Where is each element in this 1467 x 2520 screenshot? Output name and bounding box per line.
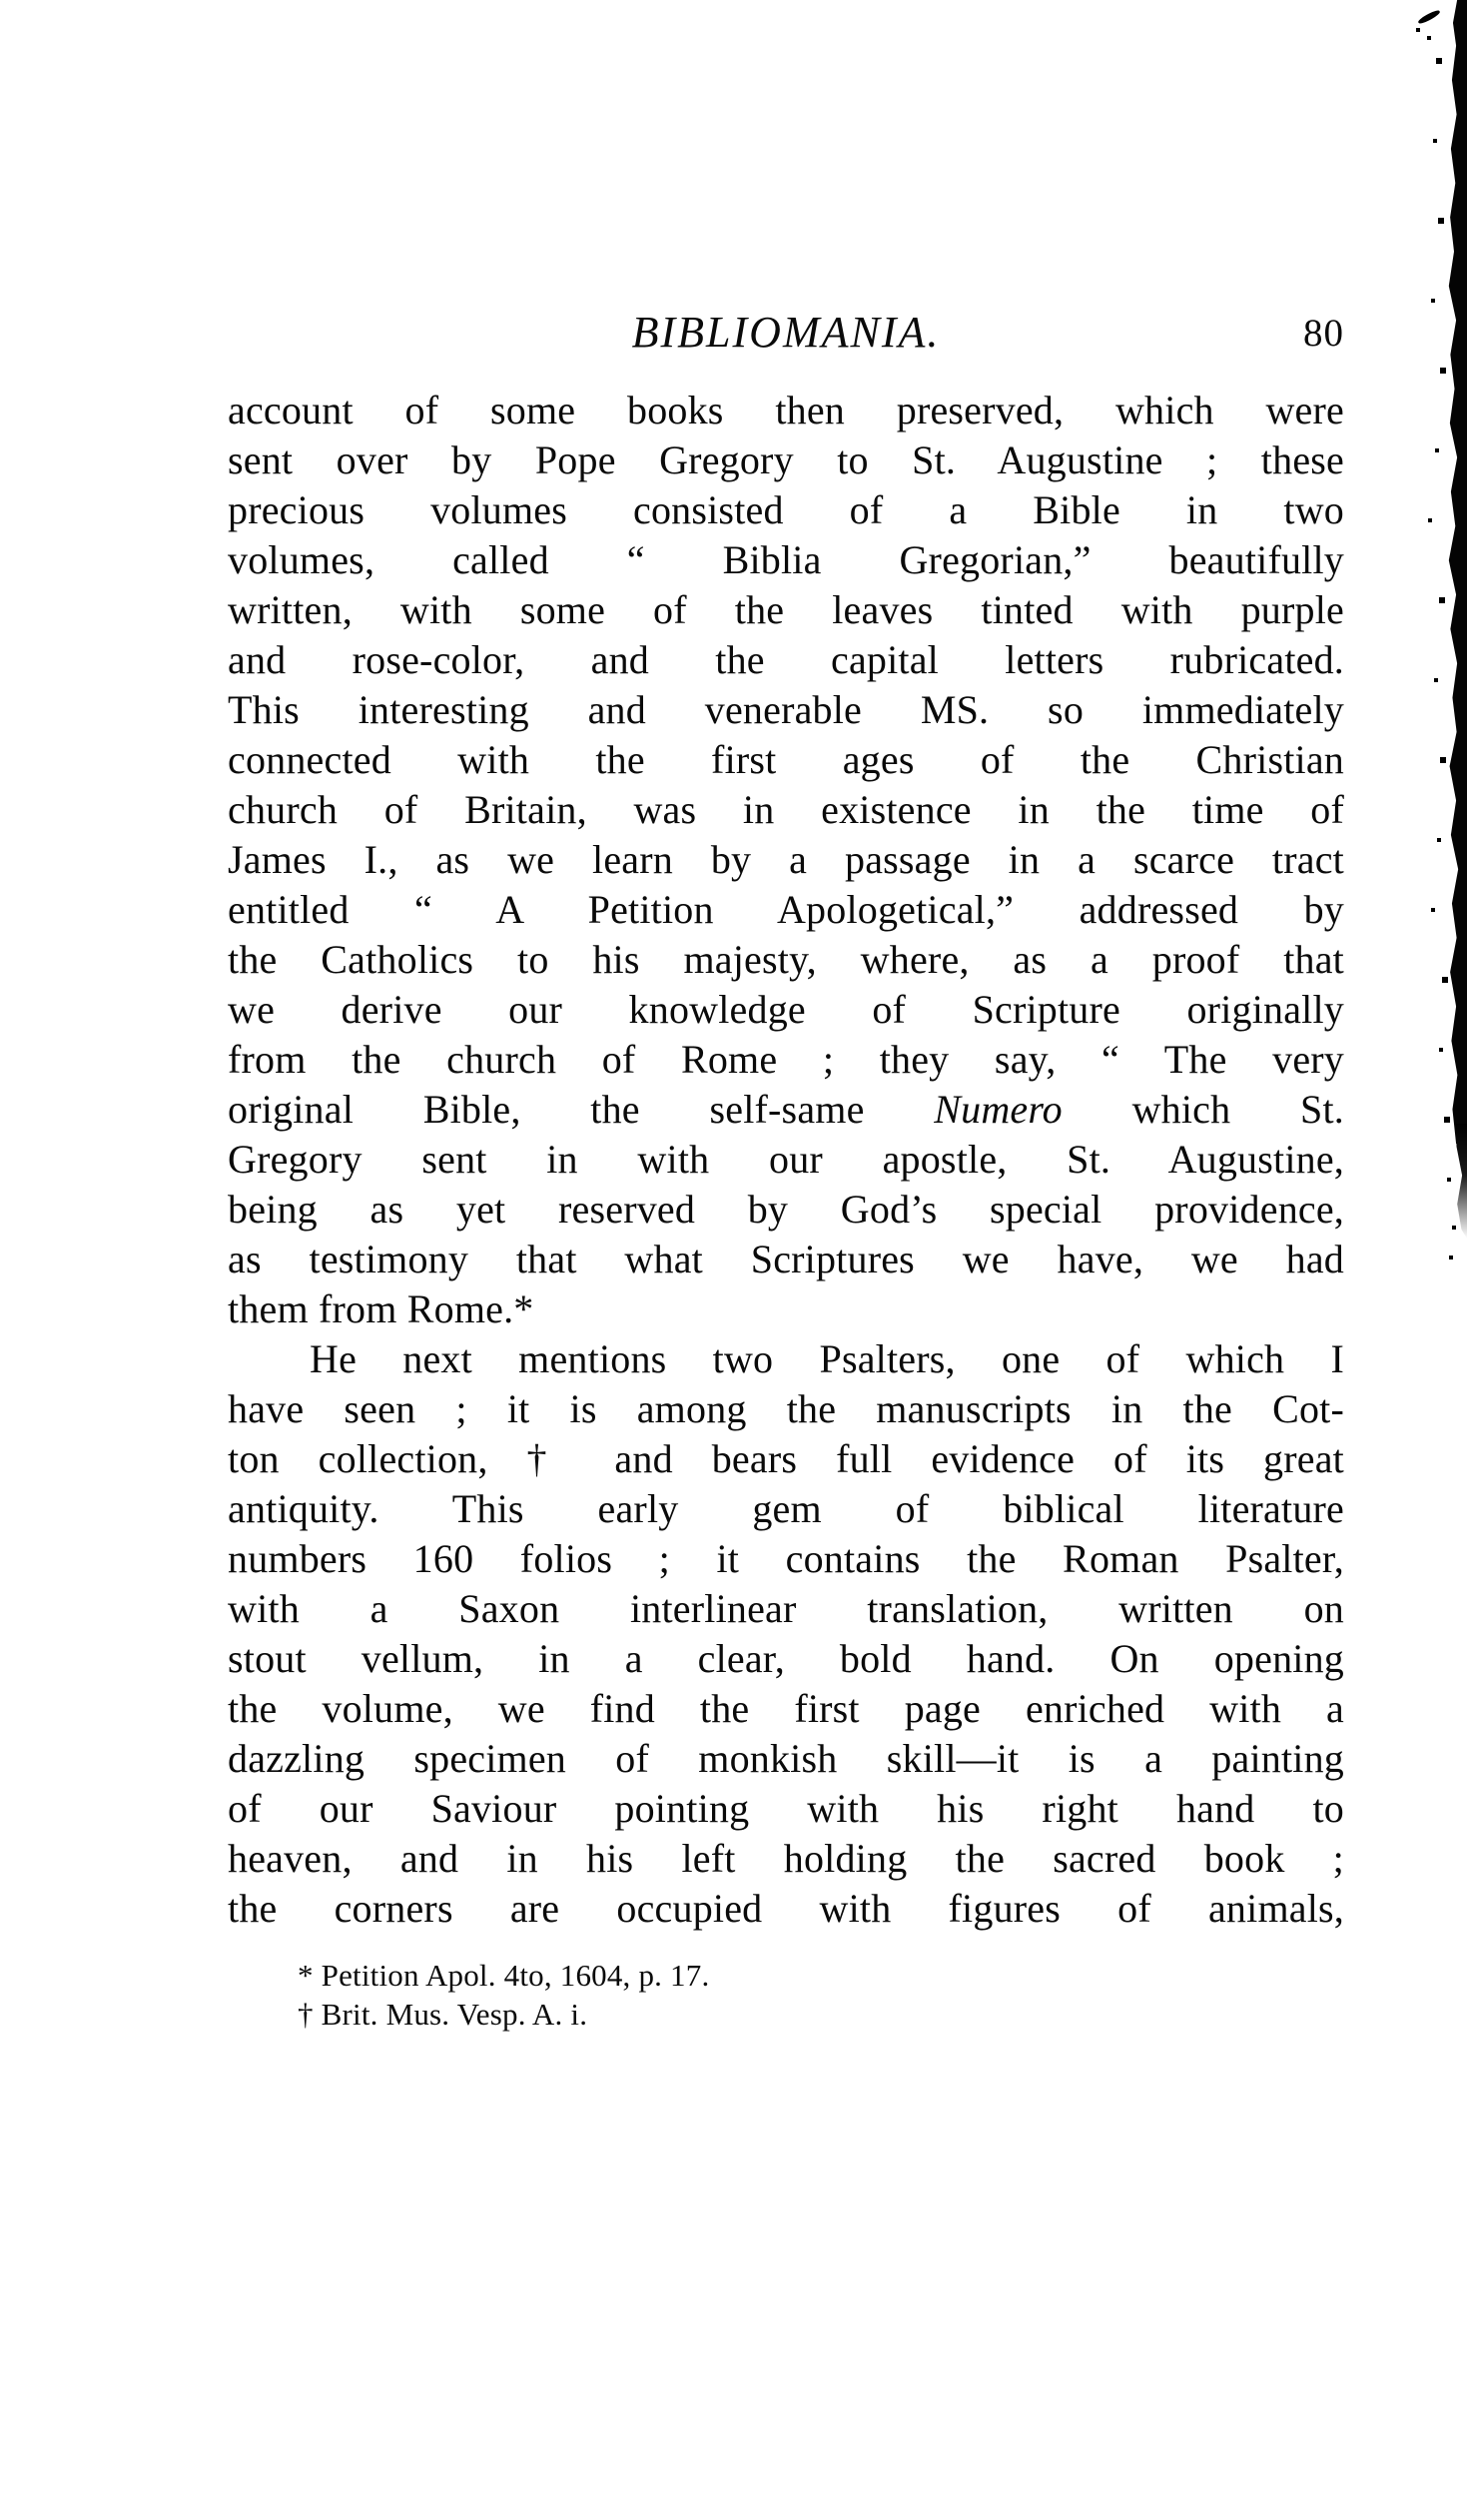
text-line: church of Britain, was in existence in the time of (228, 787, 1344, 832)
text-line: volumes, called “ Biblia Gregorian,” beautifully (228, 537, 1344, 582)
page-header (228, 306, 1344, 360)
text-line-paragraph-end: them from Rome.* (228, 1286, 534, 1331)
text-line: heaven, and in his left holding the sacred book ; (228, 1836, 1344, 1881)
text-line: written, with some of the leaves tinted with purple (228, 587, 1344, 632)
body-text (228, 386, 1344, 1934)
scan-edge-band-fade-artifact (1453, 1124, 1467, 1239)
footnote-line: † Brit. Mus. Vesp. A. i. (298, 1997, 588, 2032)
text-line: from the church of Rome ; they say, “ The very (228, 1037, 1344, 1082)
text-line: as testimony that what Scriptures we have, we had (228, 1237, 1344, 1281)
text-line: sent over by Pope Gregory to St. Augustine ; these (228, 437, 1344, 482)
footnote-line: * Petition Apol. 4to, 1604, p. 17. (298, 1958, 710, 1993)
running-title: BIBLIOMANIA. (631, 308, 941, 357)
text-line: numbers 160 folios ; it contains the Roman Psalter, (228, 1536, 1344, 1581)
italic-text-segment: Numero (934, 1087, 1063, 1132)
text-line: of our Saviour pointing with his right hand to (228, 1786, 1344, 1831)
text-line: we derive our knowledge of Scripture originally (228, 987, 1344, 1032)
text-line: stout vellum, in a clear, bold hand. On opening (228, 1636, 1344, 1681)
text-line (228, 1085, 1344, 1135)
scan-edge-band-artifact (1441, 0, 1467, 1144)
text-line: account of some books then preserved, which were (228, 388, 1344, 432)
text-line: ton collection, † and bears full evidence of its great (228, 1436, 1344, 1481)
text-line: connected with the first ages of the Christian (228, 737, 1344, 782)
text-line: precious volumes consisted of a Bible in two (228, 487, 1344, 532)
text-line: the volume, we find the first page enriched with a (228, 1686, 1344, 1731)
text-line: the corners are occupied with figures of animals, (228, 1886, 1344, 1931)
page-number: 80 (1303, 312, 1344, 355)
text-line: with a Saxon interlinear translation, written on (228, 1586, 1344, 1631)
text-line: have seen ; it is among the manuscripts in the Cot- (228, 1386, 1344, 1431)
text-segment: which St. (1062, 1087, 1344, 1132)
scan-smudge-artifact (1417, 9, 1441, 26)
text-line: Gregory sent in with our apostle, St. Augustine, (228, 1137, 1344, 1182)
text-line: entitled “ A Petition Apologetical,” addressed by (228, 887, 1344, 932)
text-line: dazzling specimen of monkish skill—it is a painting (228, 1736, 1344, 1781)
text-line: This interesting and venerable MS. so immediately (228, 687, 1344, 732)
text-segment: original Bible, the self-same (228, 1087, 935, 1132)
scan-specks-artifact (0, 0, 2, 2)
text-line: James I., as we learn by a passage in a scarce tract (228, 837, 1344, 882)
footnotes (298, 1956, 1246, 2034)
text-line: and rose-color, and the capital letters rubricated. (228, 637, 1344, 682)
text-line: being as yet reserved by God’s special providence, (228, 1187, 1344, 1232)
text-line: antiquity. This early gem of biblical literature (228, 1486, 1344, 1531)
text-line: the Catholics to his majesty, where, as a proof that (228, 937, 1344, 982)
text-line-paragraph-start: He next mentions two Psalters, one of which I (310, 1336, 1344, 1381)
